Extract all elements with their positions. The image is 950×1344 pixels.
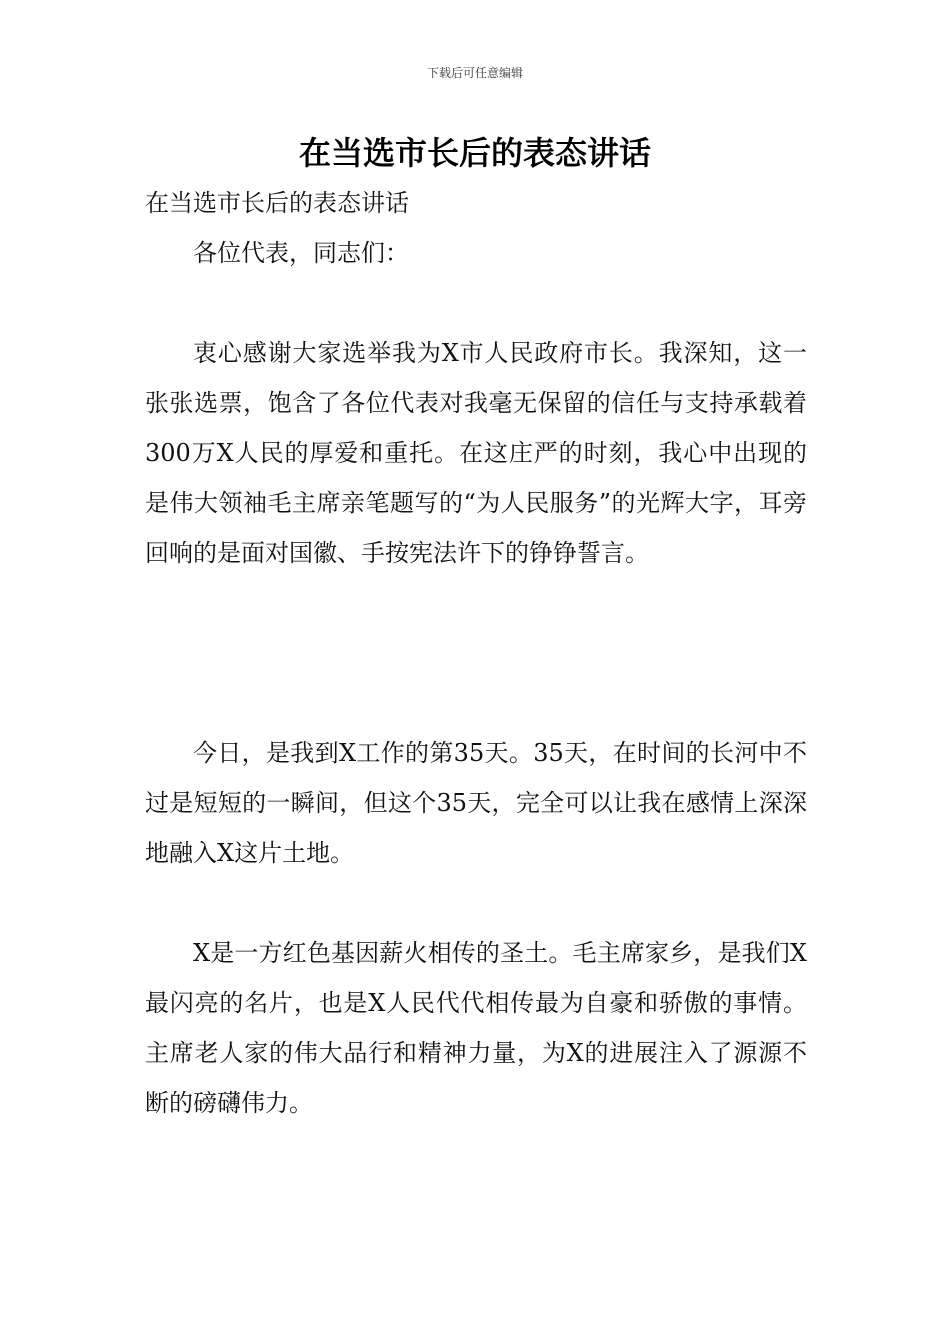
document-subtitle: 在当选市长后的表态讲话 xyxy=(145,189,409,217)
salutation: 各位代表，同志们： xyxy=(193,239,409,267)
document-body xyxy=(145,178,807,1128)
paragraph-1: 衷心感谢大家选举我为X市人民政府市长。我深知，这一张张选票，饱含了各位代表对我毫无保留的信任与支持承载着300万X人民的厚爱和重托。在这庄严的时刻，我心中出现的是伟大领袖毛主席亲笔题写的“为人民服务”的光辉大字，耳旁回响的是面对国徽、手按宪法许下的铮铮誓言。 xyxy=(145,339,807,567)
paragraph-3: X是一方红色基因薪火相传的圣土。毛主席家乡，是我们X最闪亮的名片，也是X人民代代相传最为自豪和骄傲的事情。主席老人家的伟大品行和精神力量，为X的进展注入了源源不断的磅礴伟力。 xyxy=(145,939,807,1117)
paragraph-2: 今日，是我到X工作的第35天。35天，在时间的长河中不过是短短的一瞬间，但这个35天，完全可以让我在感情上深深地融入X这片土地。 xyxy=(145,739,807,867)
header-note: 下载后可任意编辑 xyxy=(426,66,523,80)
document-title: 在当选市长后的表态讲话 xyxy=(298,134,651,172)
